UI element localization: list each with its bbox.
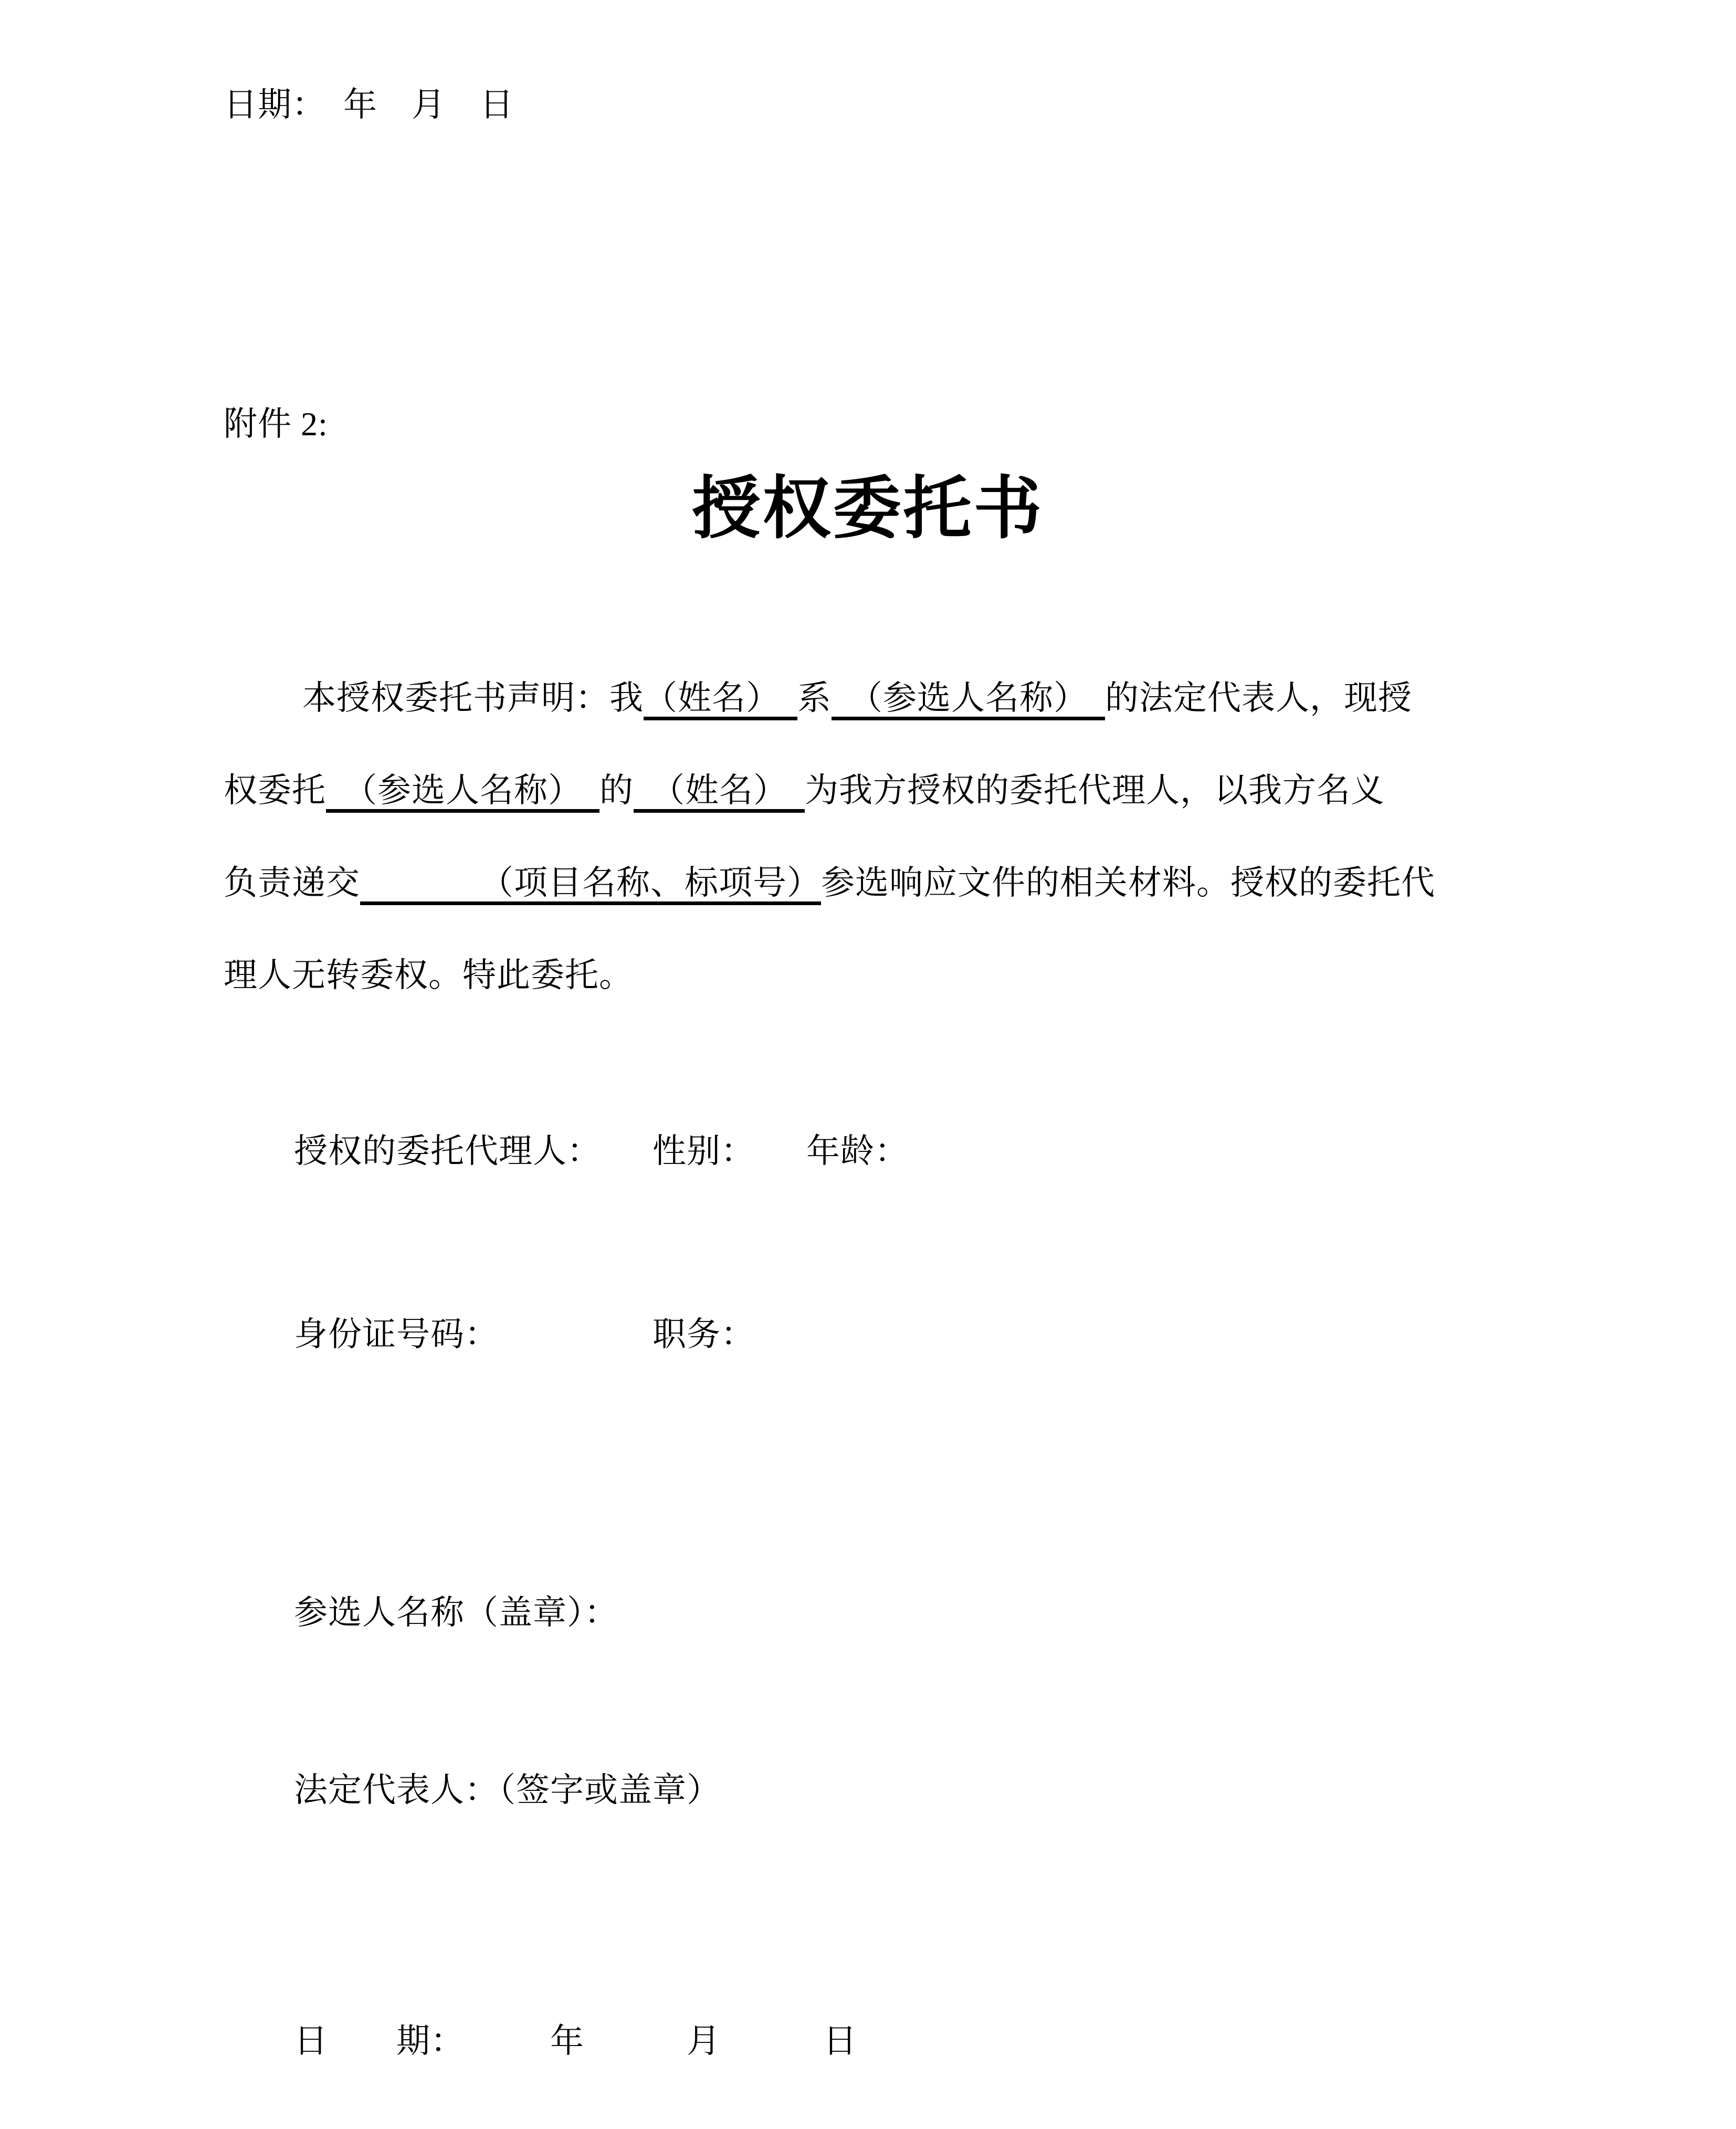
agent-info-line: 授权的委托代理人： 性别： 年龄： — [294, 1132, 909, 1170]
paragraph-line-4 — [224, 929, 1552, 1022]
blank-name-underline: （姓名） — [644, 679, 797, 720]
blank-bidder-name-underline: （参选人名称） — [832, 679, 1105, 720]
paragraph-line-1 — [224, 652, 1552, 744]
bidder-name-line: 参选人名称（盖章）： — [294, 1594, 618, 1631]
text-run: 的法定代表人，现授 — [1105, 679, 1412, 717]
text-run: 的 — [599, 772, 634, 809]
text-run: 本授权委托书声明：我 — [302, 679, 644, 717]
text-run: 权委托 — [224, 772, 326, 809]
paragraph-line-2 — [224, 744, 1552, 837]
date-line-top: 日期： 年 月 日 — [224, 86, 514, 123]
blank-project-underline: （项目名称、标项号） — [360, 864, 821, 905]
text-run: 负责递交 — [224, 864, 360, 901]
document-title: 授权委托书 — [692, 471, 1044, 547]
authorization-statement — [224, 652, 1552, 1022]
text-run: 为我方授权的委托代理人，以我方名义 — [805, 772, 1385, 809]
blank-bidder-name-underline: （参选人名称） — [326, 772, 599, 813]
paragraph-line-3 — [224, 837, 1552, 929]
attachment-label: 附件 2: — [224, 405, 328, 443]
date-line-bottom: 日 期： 年 月 日 — [294, 2022, 857, 2060]
text-run: 理人无转委权。特此委托。 — [224, 957, 633, 994]
id-number-line: 身份证号码： 职务： — [294, 1316, 755, 1353]
legal-representative-line: 法定代表人：（签字或盖章） — [294, 1771, 721, 1809]
blank-name-underline: （姓名） — [634, 772, 805, 813]
text-run: 参选响应文件的相关材料。授权的委托代 — [821, 864, 1435, 901]
text-run: 系 — [797, 679, 832, 717]
